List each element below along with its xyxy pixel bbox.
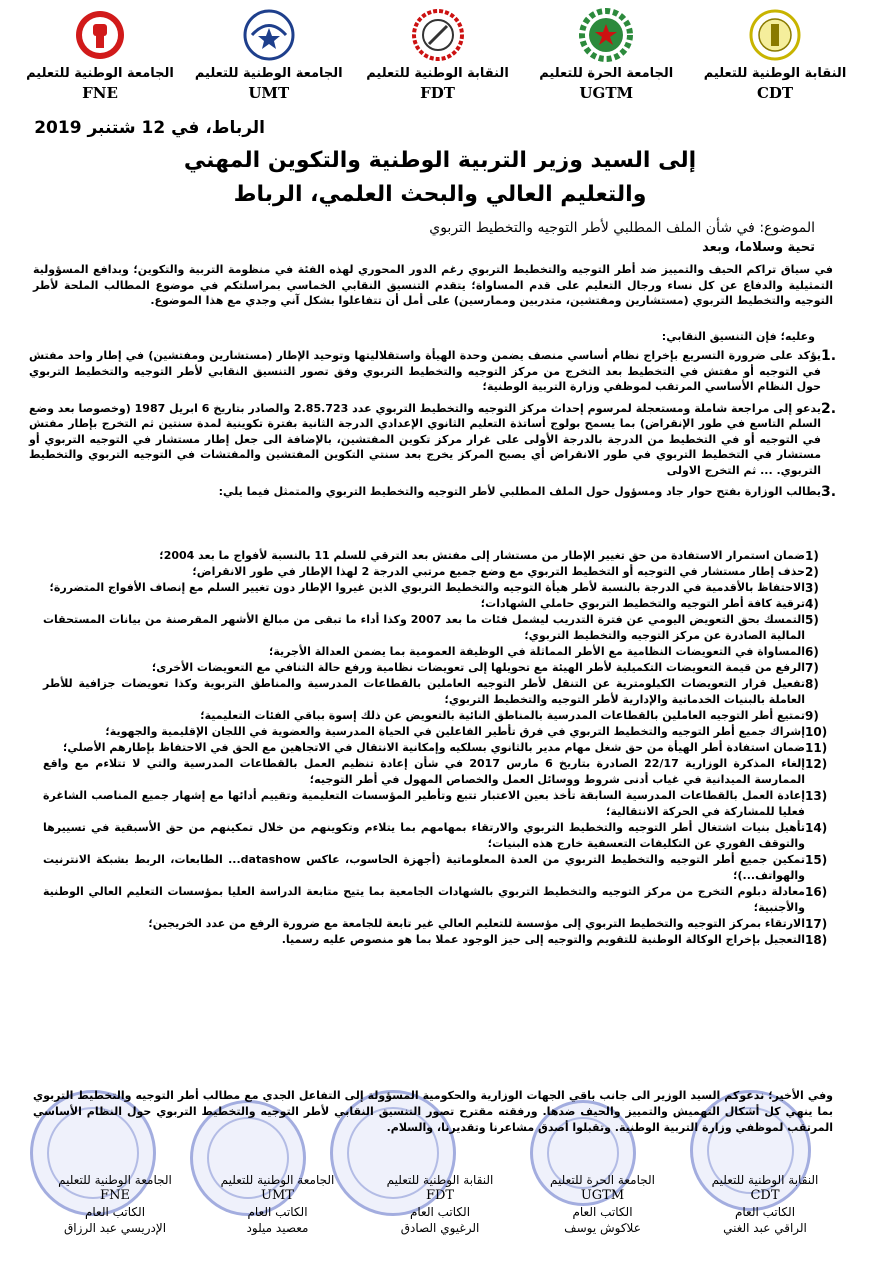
logo-cdt [705,8,845,118]
signatory-role: الكاتب العام [409,1205,471,1219]
addressee-title-line1: إلى السيد وزير التربية الوطنية والتكوين المهني [183,148,697,173]
union-name: الجامعة الحرة للتعليم [539,66,674,81]
demand-number: 12) [805,757,828,771]
signatory-ugtm [528,1172,678,1236]
demand-number: 7) [805,661,819,675]
letter-date: الرباط، في 12 شتنبر 2019 [34,118,265,138]
union-abbr: FNE [82,84,118,102]
union-name: الجامعة الوطنية للتعليم [194,66,343,81]
cdt-emblem-icon [748,8,802,62]
union-name: الجامعة الوطنية للتعليم [26,66,174,81]
demand-text: ضمان استمرار الاستفادة من حق تغيير الإطار من مستشار إلى مفتش بعد الترقي للسلم 11 بالنسبة لأفواج ما بعد 2004؛ [159,549,805,562]
ugtm-gear-icon [579,8,633,62]
logo-fne [26,8,174,118]
demand-text: تأهيل بنيات اشتغال أطر التوجيه والتخطيط التربوي والارتقاء بمهامهم بما يتلاءم وتكوينهم من خلال تمكينهم من حق الأسبقية في تسييرها والتوقف الفوري عن التكليفات التعسفية خارج هذه البنيات؛ [43,821,805,850]
signatory-abbr: CDT [750,1188,780,1203]
demand-item [43,756,833,788]
closing-paragraph: وفي الأخير؛ ندعوكم السيد الوزير الى جانب باقي الجهات الوزارية والحكومية المسؤولة إلى التفاعل الجدي مع مطالب أطر التوجيه والتخطيط التربوي بما ينهي كل أشكال التهميش والتمييز والحيف ضدها. ورفقته مقترح تصور التنسيق النقابي لأطر التوجيه والتخطيط التربوي حول النظام الأساسي المرتقب لموظفي وزارة التربية الوطنية. وتقبلوا أصدق مشاعرنا وتقديرنا، والسلام. [33,1089,833,1134]
signatory-role: الكاتب العام [572,1205,633,1219]
demand-text: الرفع من قيمة التعويضات التكميلية لأطر الهيئة مع تحويلها إلى تعويضات نظامية ورفع حالة التنافي مع التعويضات الأخرى؛ [151,661,805,674]
demand-number: 2) [805,565,819,579]
demand-item [43,660,833,676]
demand-item [43,564,833,580]
signatory-union: الجامعة الوطنية للتعليم [220,1173,335,1187]
demand-number: 18) [805,933,828,947]
signatory-union: الجامعة الوطنية للتعليم [58,1173,172,1187]
demand-text: التمسك بحق التعويض اليومي عن فترة التدريب ليشمل فئات ما بعد 2007 وكذا أداء ما تبقى من مبالغ الأشهر المقرصنة من بيانات المستحقات المالية الصادرة عن مركز التوجيه والتخطيط التربوي؛ [43,613,805,642]
demand-text: تمتيع أطر التوجيه العاملين بالقطاعات المدرسية بالمناطق النائية بالتعويض عن ذلك إسوة بباقي الفئات التعليمية؛ [200,709,805,722]
demand-item [43,580,833,596]
union-abbr: FDT [420,84,455,102]
main-point [29,348,847,395]
demand-number: 13) [805,789,828,803]
demands-list [43,548,833,948]
demand-number: 14) [805,821,828,835]
fdt-emblem-icon [411,8,465,62]
signatory-name: علاكوش يوسف [564,1221,641,1235]
demand-text: ضمان استفادة أطر الهيأة من حق شغل مهام مدير بالثانوي بسلكيه وإمكانية الانتقال في الاتجاهين مع الحق في الاحتفاظ بإطارهم الأصلي؛ [62,741,805,754]
demand-text: معادلة دبلوم التخرج من مركز التوجيه والتخطيط التربوي بالشهادات الجامعية بما يتيح متابعة الدراسة العليا بمؤسسات التعليم العالي الوطنية والأجنبية؛ [43,885,805,914]
demand-text: ترقية كافة أطر التوجيه والتخطيط التربوي حاملي الشهادات؛ [480,597,805,610]
main-point [29,484,847,500]
point-number: 1. [821,348,837,364]
signatory-name: الراقي عبد الغني [723,1221,807,1235]
union-logos [26,8,847,118]
demand-text: حذف إطار مستشار في التوجيه أو التخطيط التربوي مع وضع جميع مرتبي الدرجة 2 لهذا الإطار في طور الانقراض؛ [192,565,805,578]
demand-item [43,884,833,916]
demand-number: 15) [805,853,828,867]
demand-text: إعادة العمل بالقطاعات المدرسية السابقة تأخذ بعين الاعتبار تتبع وتأطير المؤسسات التعليمية وتقييم أدائها مع إشهار جميع المناصب الشاغرة فعليا للمشاركة في الحركة الانتقالية؛ [43,789,805,818]
demand-item [43,740,833,756]
demand-number: 17) [805,917,828,931]
union-abbr: UGTM [579,84,634,102]
main-points [29,348,847,506]
point-text: يطالب الوزارة بفتح حوار جاد ومسؤول حول الملف المطلبي لأطر التوجيه والتخطيط التربوي والمتمثل فيما يلي: [218,485,821,498]
signatory-umt [203,1172,353,1236]
signatory-abbr: UMT [261,1188,294,1203]
signatory-abbr: FDT [425,1188,455,1203]
demand-item [43,916,833,932]
signatory-fdt [365,1172,515,1236]
point-number: 2. [821,400,837,417]
demand-item [43,676,833,708]
union-name: النقابة الوطنية للتعليم [703,66,847,81]
demand-number: 6) [805,645,819,659]
demand-text: الاحتفاظ بالأقدمية في الدرجة بالنسبة لأطر هيأة التوجيه والتخطيط التربوي الذين غيروا الإطار دون تغيير السلم مع إنصاف الأفواج المتضررة؛ [49,581,805,594]
logo-umt [194,8,343,118]
demand-text: إلغاء المذكرة الوزارية 22/17 الصادرة بتاريخ 6 مارس 2017 في شأن إعادة تنظيم العمل بالقطاعات المدرسية والتي لا تتلاءم مع واقع الممارسة الميدانية في غياب أدنى شروط ووسائل العمل والخصاص المهول في أطر التوجيه؛ [43,757,805,786]
demand-number: 5) [805,613,819,627]
demand-number: 10) [805,725,828,739]
demand-number: 1) [805,549,819,563]
demand-number: 9) [805,709,819,723]
demand-text: إشراك جميع أطر التوجيه والتخطيط التربوي في فرق تأطير الفاعلين في الحياة المدرسية والعضوية في اللجان الإقليمية والجهوية؛ [105,725,805,738]
demand-number: 4) [805,597,819,611]
signatory-fne [40,1172,190,1236]
demand-item [43,548,833,564]
main-point [29,401,847,479]
demand-text: التعجيل بإخراج الوكالة الوطنية للتقويم والتوجيه إلى حيز الوجود عملا بما هو منصوص عليه رسميا. [281,933,805,946]
letter-greeting: تحية وسلاما، وبعد [702,240,815,255]
demand-text: المساواة في التعويضات النظامية مع الأطر المماثلة في الوظيفة العمومية بما يضمن العدالة الأجرية؛ [268,645,805,658]
signatory-union: الجامعة الحرة للتعليم [550,1173,655,1187]
signatory-abbr: FNE [100,1188,130,1203]
letter-subject: الموضوع: في شأن الملف المطلبي لأطر التوجيه والتخطيط التربوي [429,220,815,236]
union-abbr: CDT [756,84,794,102]
umt-emblem-icon [242,8,296,62]
demand-text: تفعيل قرار التعويضات الكيلومترية عن التنقل لأطر التوجيه العاملين بالقطاعات المدرسية والمناطق التربوية وكذا تعويضات جزافية للأطر العاملة بالبنيات الخدماتية والإدارية لأطر التوجيه والتخطيط التربوي؛ [43,677,805,706]
demand-item [43,644,833,660]
signatory-role: الكاتب العام [734,1205,796,1219]
demand-item [43,852,833,884]
demand-number: 11) [805,741,828,755]
signatory-role: الكاتب العام [247,1205,308,1219]
signatories [40,1172,840,1236]
union-name: النقابة الوطنية للتعليم [366,66,509,81]
point-text: يؤكد على ضرورة التسريع بإخراج نظام أساسي منصف يضمن وحدة الهيأة واستقلاليتها وتوحيد الإطار (مستشارين ومفتشين) في إطار واحد مفتش في التوجيه أو مفتش في التخطيط بعد التخرج من مركز التوجيه والتخطيط التربوي وفق تصور التنسيق النقابي لأطر التوجيه والتخطيط التربوي حول النظام الأساسي المرتقب لموظفي وزارة التربية الوطنية؛ [29,349,821,393]
demand-number: 16) [805,885,828,899]
signatory-union: النقابة الوطنية للتعليم [386,1173,494,1187]
consequently-line: وعليه؛ فإن التنسيق النقابي: [661,330,815,343]
demand-item [43,932,833,948]
demand-item [43,708,833,724]
addressee-title-line2: والتعليم العالي والبحث العلمي، الرباط [233,182,647,207]
signatory-union: النقابة الوطنية للتعليم [711,1173,819,1187]
demand-item [43,596,833,612]
intro-paragraph: في سياق تراكم الحيف والتمييز ضد أطر التوجيه والتخطيط التربوي رغم الدور المحوري لهذه الفئة في منظومة التربية والتكوين؛ وبدافع المسؤولية التمثيلية والدفاع عن كل نساء ورجال التعليم على قدم المساواة؛ يتقدم التنسيق النقابي الخماسي بمراسلتكم في موضوع المطالب الملحة لأطر التوجيه والتخطيط التربوي (مستشارين ومفتشين، متدربين وممارسين) على أمل أن تتفاعلوا بشكل آني وجدي مع هذا الموضوع. [33,263,833,307]
demand-item [43,612,833,644]
signatory-cdt [690,1172,840,1236]
demand-text: الارتقاء بمركز التوجيه والتخطيط التربوي إلى مؤسسة للتعليم العالي غير تابعة للجامعة مع ضرورة الرفع من عدد الخريجين؛ [148,917,805,930]
signatory-name: معصيد ميلود [246,1221,309,1235]
signatory-abbr: UGTM [580,1188,625,1203]
demand-number: 3) [805,581,819,595]
point-text: يدعو إلى مراجعة شاملة ومستعجلة لمرسوم إحداث مركز التوجيه والتخطيط التربوي عدد 2.85.723 والصادر بتاريخ 6 ابريل 1987 (وخصوصا بعد وضع السلم التاسع في طور الإنقراض) بما يسمح بولوج أساتذة التعليم الثانوي الإعدادي الدرجة الثانية بفترة تكوينية لمدة سنتين ثم التخرج بإطار مفتش في التوجيه أو في التخطيط من الدرجة بالدرجة الأولى على غرار مركز تكوين المفتشين، بالإضافة الى جعل إطار مستشار في التوجيه التربوي أو مستشار في التخطيط التربوي في طور الانقراض أي يصبح المركز يخرج بعد سنتي التكوين المفتشين والمفتشات في التوجيه التربوي والتخطيط التربوي. ... ثم التخرج الاولى [29,401,821,477]
union-abbr: UMT [248,84,290,102]
signatory-role: الكاتب العام [84,1205,146,1219]
demand-text: تمكين جميع أطر التوجيه والتخطيط التربوي من العدة المعلوماتية (أجهزة الحاسوب، عاكس datashow... الطابعات، الربط بشبكة الانترنيت والهواتف...)؛ [43,853,805,882]
demand-item [43,724,833,740]
logo-fdt [368,8,508,118]
demand-item [43,820,833,852]
logo-ugtm [536,8,676,118]
demand-item [43,788,833,820]
signatory-name: الإدريسي عبد الرزاق [63,1221,167,1235]
demand-number: 8) [805,677,819,691]
point-number: 3. [821,484,837,500]
signatory-name: الرغيوي الصادق [400,1221,480,1235]
fne-fist-icon [73,8,127,62]
